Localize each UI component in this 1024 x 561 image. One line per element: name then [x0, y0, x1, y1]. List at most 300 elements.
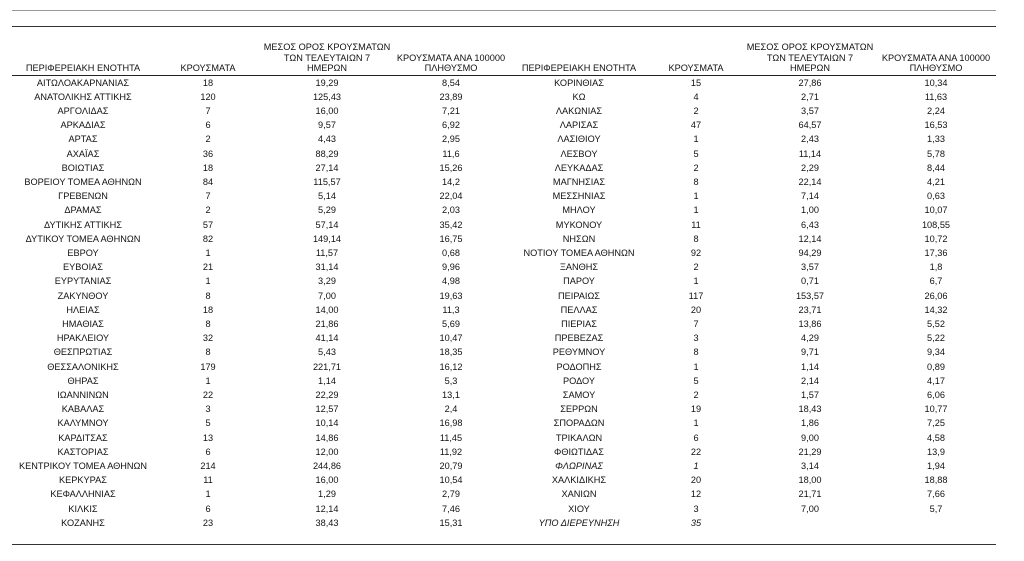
table-row	[12, 132, 996, 146]
left-per-100k-cell: 15,26	[439, 162, 463, 173]
table-row	[12, 402, 996, 416]
right-cases-cell: 3	[693, 333, 699, 344]
right-region-name-cell: ΠΙΕΡΙΑΣ	[561, 318, 597, 329]
left-cases-cell: 18	[202, 304, 214, 315]
left-per-100k-cell: 2,95	[442, 134, 460, 145]
left-cases-cell: 1	[205, 375, 211, 386]
right-per-100k-cell: 0,89	[927, 361, 945, 372]
right-cases-cell: 20	[690, 475, 702, 486]
right-region-name-cell: ΤΡΙΚΑΛΩΝ	[555, 432, 603, 443]
left-cases-cell: 18	[202, 162, 214, 173]
right-seven-day-avg-cell: 7,00	[801, 503, 819, 514]
right-region-name-cell: ΠΡΕΒΕΖΑΣ	[554, 333, 604, 344]
right-region-name-cell: ΦΛΩΡΙΝΑΣ	[555, 460, 603, 471]
left-per-100k-cell: 5,69	[442, 318, 460, 329]
left-seven-day-avg-cell: 5,43	[318, 347, 336, 358]
right-per-100k-cell: 9,34	[927, 347, 945, 358]
right-per-100k-cell: 6,7	[929, 276, 943, 287]
right-region-name-cell: ΞΑΝΘΗΣ	[559, 262, 599, 273]
right-cases-cell: 2	[693, 262, 699, 273]
right-region-name-cell: ΛΑΚΩΝΙΑΣ	[555, 105, 603, 116]
left-cases-cell: 36	[202, 148, 214, 159]
left-seven-day-avg-cell: 38,43	[315, 517, 339, 528]
right-cases-cell: 2	[693, 389, 699, 400]
right-region-name-cell: ΡΟΔΟΠΗΣ	[556, 361, 602, 372]
right-region-name-cell: ΜΥΚΟΝΟΥ	[555, 219, 603, 230]
left-region-name-cell: ΚΑΣΤΟΡΙΑΣ	[57, 446, 109, 457]
left-cases-cell: 3	[205, 404, 211, 415]
right-cases-cell: 3	[693, 503, 699, 514]
left-per-100k-cell: 11,6	[442, 148, 460, 159]
left-seven-day-avg-cell: 1,29	[318, 489, 336, 500]
right-per-100k-cell: 108,55	[921, 219, 951, 230]
left-seven-day-avg-cell: 5,29	[318, 205, 336, 216]
left-cases-cell: 22	[202, 389, 214, 400]
right-cases-cell: 1	[693, 418, 699, 429]
left-cases-cell: 8	[205, 290, 211, 301]
table-row	[12, 416, 996, 430]
left-cases-cell: 32	[202, 333, 214, 344]
table-row	[12, 175, 996, 189]
cases-by-region-table	[12, 42, 996, 530]
right-cases-cell: 92	[690, 247, 702, 258]
left-per-100k-cell: 16,75	[439, 233, 463, 244]
right-per-100k-cell: 17,36	[924, 247, 948, 258]
left-seven-day-avg-cell: 21,86	[315, 318, 339, 329]
right-per-100k-cell: 5,78	[927, 148, 945, 159]
right-per-100k-cell: 5,22	[927, 333, 945, 344]
table-row	[12, 104, 996, 118]
left-cases-cell: 8	[205, 318, 211, 329]
right-per-100k-cell: 1,94	[927, 460, 945, 471]
right-seven-day-avg-cell: 1,14	[801, 361, 819, 372]
header-avg-right: ΜΕΣΟΣ ΟΡΟΣ ΚΡΟΥΣΜΑΤΩΝ ΤΩΝ ΤΕΛΕΥΤΑΙΩΝ 7 ΗΜΕΡΩΝ	[746, 42, 874, 73]
left-region-name-cell: ΑΙΤΩΛΟΑΚΑΡΝΑΝΙΑΣ	[36, 77, 130, 88]
left-seven-day-avg-cell: 31,14	[315, 262, 339, 273]
left-region-name-cell: ΚΕΝΤΡΙΚΟΥ ΤΟΜΕΑ ΑΘΗΝΩΝ	[18, 460, 148, 471]
right-region-name-cell: ΚΩ	[572, 91, 586, 102]
right-seven-day-avg-cell: 9,00	[801, 432, 819, 443]
left-region-name-cell: ΕΒΡΟΥ	[67, 247, 99, 258]
cases-table-container	[12, 42, 996, 530]
right-cases-cell: 19	[690, 404, 702, 415]
right-per-100k-cell: 2,24	[927, 105, 945, 116]
header-per100k-left: ΚΡΟΥΣΜΑΤΑ ΑΝΑ 100000 ΠΛΗΘΥΣΜΟ	[396, 52, 506, 73]
left-seven-day-avg-cell: 4,43	[318, 134, 336, 145]
left-seven-day-avg-cell: 149,14	[312, 233, 342, 244]
table-row	[12, 374, 996, 388]
right-seven-day-avg-cell: 12,14	[798, 233, 822, 244]
left-cases-cell: 21	[202, 262, 214, 273]
right-seven-day-avg-cell: 3,57	[801, 105, 819, 116]
left-seven-day-avg-cell: 12,57	[315, 404, 339, 415]
left-per-100k-cell: 6,92	[442, 120, 460, 131]
left-per-100k-cell: 11,3	[442, 304, 460, 315]
left-per-100k-cell: 19,63	[439, 290, 463, 301]
left-seven-day-avg-cell: 16,00	[315, 475, 339, 486]
left-region-name-cell: ΒΟΡΕΙΟΥ ΤΟΜΕΑ ΑΘΗΝΩΝ	[24, 176, 142, 187]
right-seven-day-avg-cell: 27,86	[798, 77, 822, 88]
right-region-name-cell: ΝΗΣΩΝ	[562, 233, 596, 244]
left-seven-day-avg-cell: 7,00	[318, 290, 336, 301]
left-seven-day-avg-cell: 125,43	[312, 91, 342, 102]
right-cases-cell: 1	[693, 134, 699, 145]
right-seven-day-avg-cell: 9,71	[801, 347, 819, 358]
right-cases-cell: 5	[693, 148, 699, 159]
left-cases-cell: 7	[205, 105, 211, 116]
left-cases-cell: 1	[205, 247, 211, 258]
left-per-100k-cell: 20,79	[439, 460, 463, 471]
right-cases-cell: 6	[693, 432, 699, 443]
left-per-100k-cell: 10,54	[439, 475, 463, 486]
table-body	[12, 75, 996, 530]
left-seven-day-avg-cell: 9,57	[318, 120, 336, 131]
right-per-100k-cell: 5,7	[929, 503, 943, 514]
left-cases-cell: 214	[200, 460, 216, 471]
table-row	[12, 75, 996, 90]
right-per-100k-cell: 4,58	[927, 432, 945, 443]
table-row	[12, 189, 996, 203]
left-region-name-cell: ΚΑΒΑΛΑΣ	[61, 404, 105, 415]
right-region-name-cell: ΜΗΛΟΥ	[562, 205, 596, 216]
left-per-100k-cell: 23,89	[439, 91, 463, 102]
table-row	[12, 317, 996, 331]
right-seven-day-avg-cell: 0,71	[801, 276, 819, 287]
left-seven-day-avg-cell: 57,14	[315, 219, 339, 230]
left-region-name-cell: ΔΥΤΙΚΟΥ ΤΟΜΕΑ ΑΘΗΝΩΝ	[25, 233, 141, 244]
left-region-name-cell: ΚΑΡΔΙΤΣΑΣ	[58, 432, 108, 443]
table-row	[12, 232, 996, 246]
left-region-name-cell: ΗΜΑΘΙΑΣ	[62, 318, 104, 329]
right-cases-cell: 1	[693, 191, 699, 202]
right-cases-cell: 8	[693, 233, 699, 244]
right-per-100k-cell: 13,9	[927, 446, 945, 457]
left-per-100k-cell: 11,45	[439, 432, 463, 443]
right-region-name-cell: ΣΠΟΡΑΔΩΝ	[553, 418, 605, 429]
table-row	[12, 331, 996, 345]
left-region-name-cell: ΑΧΑΪΑΣ	[66, 148, 100, 159]
right-per-100k-cell	[876, 516, 996, 530]
right-per-100k-cell: 7,25	[927, 418, 945, 429]
left-seven-day-avg-cell: 22,29	[315, 389, 339, 400]
right-seven-day-avg-cell: 2,29	[801, 162, 819, 173]
left-cases-cell: 6	[205, 120, 211, 131]
left-per-100k-cell: 0,68	[442, 247, 460, 258]
table-row	[12, 388, 996, 402]
left-seven-day-avg-cell: 115,57	[313, 176, 341, 187]
left-region-name-cell: ΕΥΒΟΙΑΣ	[63, 262, 103, 273]
left-region-name-cell: ΑΝΑΤΟΛΙΚΗΣ ΑΤΤΙΚΗΣ	[34, 91, 132, 102]
header-avg-left: ΜΕΣΟΣ ΟΡΟΣ ΚΡΟΥΣΜΑΤΩΝ ΤΩΝ ΤΕΛΕΥΤΑΙΩΝ 7 ΗΜΕΡΩΝ	[263, 42, 391, 73]
left-per-100k-cell: 2,4	[444, 404, 458, 415]
left-seven-day-avg-cell: 1,14	[318, 375, 336, 386]
left-cases-cell: 84	[202, 176, 214, 187]
right-cases-cell: 1	[693, 276, 699, 287]
right-cases-cell: 35	[690, 517, 702, 528]
left-seven-day-avg-cell: 5,14	[318, 191, 336, 202]
right-seven-day-avg-cell: 13,86	[798, 318, 822, 329]
left-seven-day-avg-cell: 14,00	[315, 304, 339, 315]
right-per-100k-cell: 10,07	[924, 205, 948, 216]
left-seven-day-avg-cell: 41,14	[315, 333, 339, 344]
left-cases-cell: 13	[202, 432, 214, 443]
left-region-name-cell: ΚΕΦΑΛΛΗΝΙΑΣ	[50, 489, 116, 500]
right-region-name-cell: ΣΕΡΡΩΝ	[560, 404, 598, 415]
left-seven-day-avg-cell: 3,29	[318, 276, 336, 287]
right-per-100k-cell: 11,63	[924, 91, 948, 102]
left-per-100k-cell: 14,2	[442, 176, 460, 187]
right-region-name-cell: ΧΑΛΚΙΔΙΚΗΣ	[551, 475, 607, 486]
left-cases-cell: 6	[205, 446, 211, 457]
right-region-name-cell: ΠΕΛΛΑΣ	[560, 304, 598, 315]
left-seven-day-avg-cell: 16,00	[315, 105, 339, 116]
left-seven-day-avg-cell: 88,29	[315, 148, 339, 159]
left-per-100k-cell: 7,21	[442, 105, 460, 116]
header-cases-left: ΚΡΟΥΣΜΑΤΑ	[180, 63, 236, 73]
right-per-100k-cell: 18,88	[924, 475, 948, 486]
left-per-100k-cell: 13,1	[442, 389, 460, 400]
right-seven-day-avg-cell: 21,71	[798, 489, 822, 500]
top-rule	[12, 26, 996, 27]
table-row	[12, 274, 996, 288]
right-cases-cell: 1	[693, 460, 699, 471]
right-per-100k-cell: 10,72	[924, 233, 948, 244]
right-seven-day-avg-cell: 94,29	[798, 247, 822, 258]
left-cases-cell: 18	[202, 77, 214, 88]
left-per-100k-cell: 7,46	[442, 503, 460, 514]
right-cases-cell: 8	[693, 347, 699, 358]
right-cases-cell: 47	[690, 120, 702, 131]
right-seven-day-avg-cell: 2,71	[801, 91, 819, 102]
table-row	[12, 502, 996, 516]
right-cases-cell: 5	[693, 375, 699, 386]
left-per-100k-cell: 35,42	[439, 219, 463, 230]
left-per-100k-cell: 10,47	[439, 333, 463, 344]
right-region-name-cell: ΠΑΡΟΥ	[563, 276, 595, 287]
right-cases-cell: 15	[690, 77, 702, 88]
table-row	[12, 303, 996, 317]
left-region-name-cell: ΚΕΡΚΥΡΑΣ	[59, 475, 107, 486]
left-region-name-cell: ΑΡΚΑΔΙΑΣ	[60, 120, 106, 131]
right-seven-day-avg-cell: 153,57	[795, 290, 825, 301]
table-row	[12, 147, 996, 161]
left-cases-cell: 1	[205, 276, 211, 287]
left-per-100k-cell: 4,98	[442, 276, 460, 287]
left-per-100k-cell: 15,31	[439, 517, 463, 528]
table-row	[12, 459, 996, 473]
right-region-name-cell: ΡΕΘΥΜΝΟΥ	[552, 347, 606, 358]
left-seven-day-avg-cell: 14,86	[315, 432, 339, 443]
left-seven-day-avg-cell: 27,14	[315, 162, 339, 173]
right-seven-day-avg-cell: 22,14	[798, 176, 822, 187]
right-seven-day-avg-cell: 3,14	[801, 460, 819, 471]
right-cases-cell: 1	[693, 205, 699, 216]
table-row	[12, 516, 996, 530]
right-region-name-cell: ΛΕΣΒΟΥ	[560, 148, 598, 159]
table-row	[12, 487, 996, 501]
top-rule-thin	[12, 10, 996, 11]
right-seven-day-avg-cell: 1,00	[801, 205, 819, 216]
left-region-name-cell: ΘΕΣΣΑΛΟΝΙΚΗΣ	[47, 361, 119, 372]
right-seven-day-avg-cell: 3,57	[801, 262, 819, 273]
left-cases-cell: 2	[205, 205, 211, 216]
right-region-name-cell: ΡΟΔΟΥ	[562, 375, 595, 386]
left-region-name-cell: ΚΑΛΥΜΝΟΥ	[57, 418, 109, 429]
right-seven-day-avg-cell: 18,43	[798, 404, 822, 415]
left-region-name-cell: ΓΡΕΒΕΝΩΝ	[58, 191, 108, 202]
table-row	[12, 218, 996, 232]
right-seven-day-avg-cell: 1,57	[801, 389, 819, 400]
left-cases-cell: 7	[205, 191, 211, 202]
right-cases-cell: 22	[690, 446, 702, 457]
right-per-100k-cell: 4,21	[927, 176, 945, 187]
left-region-name-cell: ΘΕΣΠΡΩΤΙΑΣ	[53, 347, 113, 358]
bottom-rule	[12, 544, 996, 545]
left-region-name-cell: ΕΥΡΥΤΑΝΙΑΣ	[54, 276, 112, 287]
right-cases-cell: 7	[693, 318, 699, 329]
table-row	[12, 473, 996, 487]
left-region-name-cell: ΘΗΡΑΣ	[67, 375, 99, 386]
left-cases-cell: 57	[202, 219, 214, 230]
right-region-name-cell: ΠΕΙΡΑΙΩΣ	[558, 290, 600, 301]
right-region-name-cell: ΧΑΝΙΩΝ	[561, 489, 597, 500]
left-cases-cell: 179	[200, 361, 216, 372]
left-seven-day-avg-cell: 12,00	[315, 446, 339, 457]
header-region-left: ΠΕΡΙΦΕΡΕΙΑΚΗ ΕΝΟΤΗΤΑ	[25, 63, 141, 73]
left-cases-cell: 82	[202, 233, 214, 244]
right-per-100k-cell: 16,53	[924, 120, 948, 131]
right-cases-cell: 2	[693, 162, 699, 173]
right-per-100k-cell: 1,8	[929, 262, 943, 273]
left-region-name-cell: ΑΡΤΑΣ	[68, 134, 98, 145]
right-seven-day-avg-cell: 6,43	[801, 219, 819, 230]
left-per-100k-cell: 18,35	[439, 347, 463, 358]
right-region-name-cell: ΜΕΣΣΗΝΙΑΣ	[552, 191, 606, 202]
left-per-100k-cell: 2,03	[442, 205, 460, 216]
left-region-name-cell: ΒΟΙΩΤΙΑΣ	[61, 162, 105, 173]
right-per-100k-cell: 5,52	[927, 318, 945, 329]
table-row	[12, 260, 996, 274]
left-cases-cell: 2	[205, 134, 211, 145]
right-region-name-cell: ΦΘΙΩΤΙΔΑΣ	[553, 446, 604, 457]
right-per-100k-cell: 10,34	[924, 77, 948, 88]
right-cases-cell: 117	[688, 290, 704, 301]
right-seven-day-avg-cell: 18,00	[798, 475, 822, 486]
left-seven-day-avg-cell: 11,57	[315, 247, 339, 258]
right-per-100k-cell: 1,33	[927, 134, 945, 145]
left-per-100k-cell: 8,54	[442, 77, 460, 88]
right-region-name-cell: ΥΠΟ ΔΙΕΡΕΥΝΗΣΗ	[538, 517, 620, 528]
left-cases-cell: 120	[200, 91, 216, 102]
right-region-name-cell: ΚΟΡΙΝΘΙΑΣ	[554, 77, 604, 88]
table-row	[12, 118, 996, 132]
left-region-name-cell: ΚΙΛΚΙΣ	[68, 503, 98, 514]
right-cases-cell: 12	[690, 489, 702, 500]
right-seven-day-avg-cell: 2,14	[801, 375, 819, 386]
right-seven-day-avg-cell	[744, 516, 876, 530]
header-row	[12, 42, 996, 75]
header-cases-right: ΚΡΟΥΣΜΑΤΑ	[668, 63, 724, 73]
left-region-name-cell: ΔΡΑΜΑΣ	[64, 205, 102, 216]
right-cases-cell: 4	[693, 91, 699, 102]
table-row	[12, 445, 996, 459]
left-per-100k-cell: 5,3	[444, 375, 458, 386]
left-per-100k-cell: 2,79	[442, 489, 460, 500]
right-cases-cell: 1	[693, 361, 699, 372]
right-per-100k-cell: 14,32	[924, 304, 948, 315]
table-row	[12, 360, 996, 374]
right-cases-cell: 11	[691, 219, 701, 230]
left-region-name-cell: ΗΛΕΙΑΣ	[66, 304, 100, 315]
right-seven-day-avg-cell: 4,29	[801, 333, 819, 344]
right-per-100k-cell: 7,66	[927, 489, 945, 500]
right-per-100k-cell: 0,63	[927, 191, 945, 202]
right-per-100k-cell: 10,77	[924, 404, 948, 415]
left-region-name-cell: ΚΟΖΑΝΗΣ	[61, 517, 105, 528]
right-seven-day-avg-cell: 64,57	[798, 120, 822, 131]
right-seven-day-avg-cell: 2,43	[801, 134, 819, 145]
right-region-name-cell: ΛΕΥΚΑΔΑΣ	[554, 162, 604, 173]
right-region-name-cell: ΝΟΤΙΟΥ ΤΟΜΕΑ ΑΘΗΝΩΝ	[523, 247, 635, 258]
left-per-100k-cell: 16,12	[439, 361, 463, 372]
table-row	[12, 431, 996, 445]
left-region-name-cell: ΗΡΑΚΛΕΙΟΥ	[56, 333, 110, 344]
left-region-name-cell: ΔΥΤΙΚΗΣ ΑΤΤΙΚΗΣ	[44, 219, 122, 230]
header-region-right: ΠΕΡΙΦΕΡΕΙΑΚΗ ΕΝΟΤΗΤΑ	[521, 63, 637, 73]
left-region-name-cell: ΖΑΚΥΝΘΟΥ	[57, 290, 109, 301]
header-per100k-right: ΚΡΟΥΣΜΑΤΑ ΑΝΑ 100000 ΠΛΗΘΥΣΜΟ	[881, 52, 991, 73]
right-cases-cell: 2	[693, 105, 699, 116]
left-seven-day-avg-cell: 19,29	[315, 77, 339, 88]
left-cases-cell: 1	[205, 489, 211, 500]
left-seven-day-avg-cell: 221,71	[312, 361, 342, 372]
left-per-100k-cell: 11,92	[439, 446, 463, 457]
right-per-100k-cell: 4,17	[927, 375, 945, 386]
left-region-name-cell: ΑΡΓΟΛΙΔΑΣ	[57, 105, 109, 116]
right-region-name-cell: ΧΙΟΥ	[568, 503, 590, 514]
left-per-100k-cell: 16,98	[439, 418, 463, 429]
table-row	[12, 246, 996, 260]
right-per-100k-cell: 8,44	[927, 162, 945, 173]
right-cases-cell: 8	[693, 176, 699, 187]
left-per-100k-cell: 9,96	[442, 262, 460, 273]
left-per-100k-cell: 22,04	[439, 191, 463, 202]
table-row	[12, 203, 996, 217]
left-cases-cell: 11	[203, 475, 213, 486]
right-region-name-cell: ΛΑΣΙΘΙΟΥ	[557, 134, 601, 145]
right-seven-day-avg-cell: 21,29	[798, 446, 822, 457]
left-region-name-cell: ΙΩΑΝΝΙΝΩΝ	[57, 389, 109, 400]
table-row	[12, 90, 996, 104]
right-per-100k-cell: 6,06	[927, 389, 945, 400]
right-region-name-cell: ΛΑΡΙΣΑΣ	[559, 120, 599, 131]
table-row	[12, 289, 996, 303]
left-cases-cell: 23	[202, 517, 214, 528]
left-cases-cell: 5	[205, 418, 211, 429]
left-cases-cell: 6	[205, 503, 211, 514]
left-seven-day-avg-cell: 244,86	[312, 460, 342, 471]
right-seven-day-avg-cell: 1,86	[801, 418, 819, 429]
right-seven-day-avg-cell: 23,71	[798, 304, 822, 315]
right-seven-day-avg-cell: 11,14	[798, 148, 822, 159]
left-seven-day-avg-cell: 10,14	[315, 418, 339, 429]
table-row	[12, 161, 996, 175]
right-seven-day-avg-cell: 7,14	[801, 191, 819, 202]
right-region-name-cell: ΜΑΓΝΗΣΙΑΣ	[552, 176, 606, 187]
right-region-name-cell: ΣΑΜΟΥ	[562, 389, 596, 400]
right-cases-cell: 20	[690, 304, 702, 315]
table-row	[12, 345, 996, 359]
